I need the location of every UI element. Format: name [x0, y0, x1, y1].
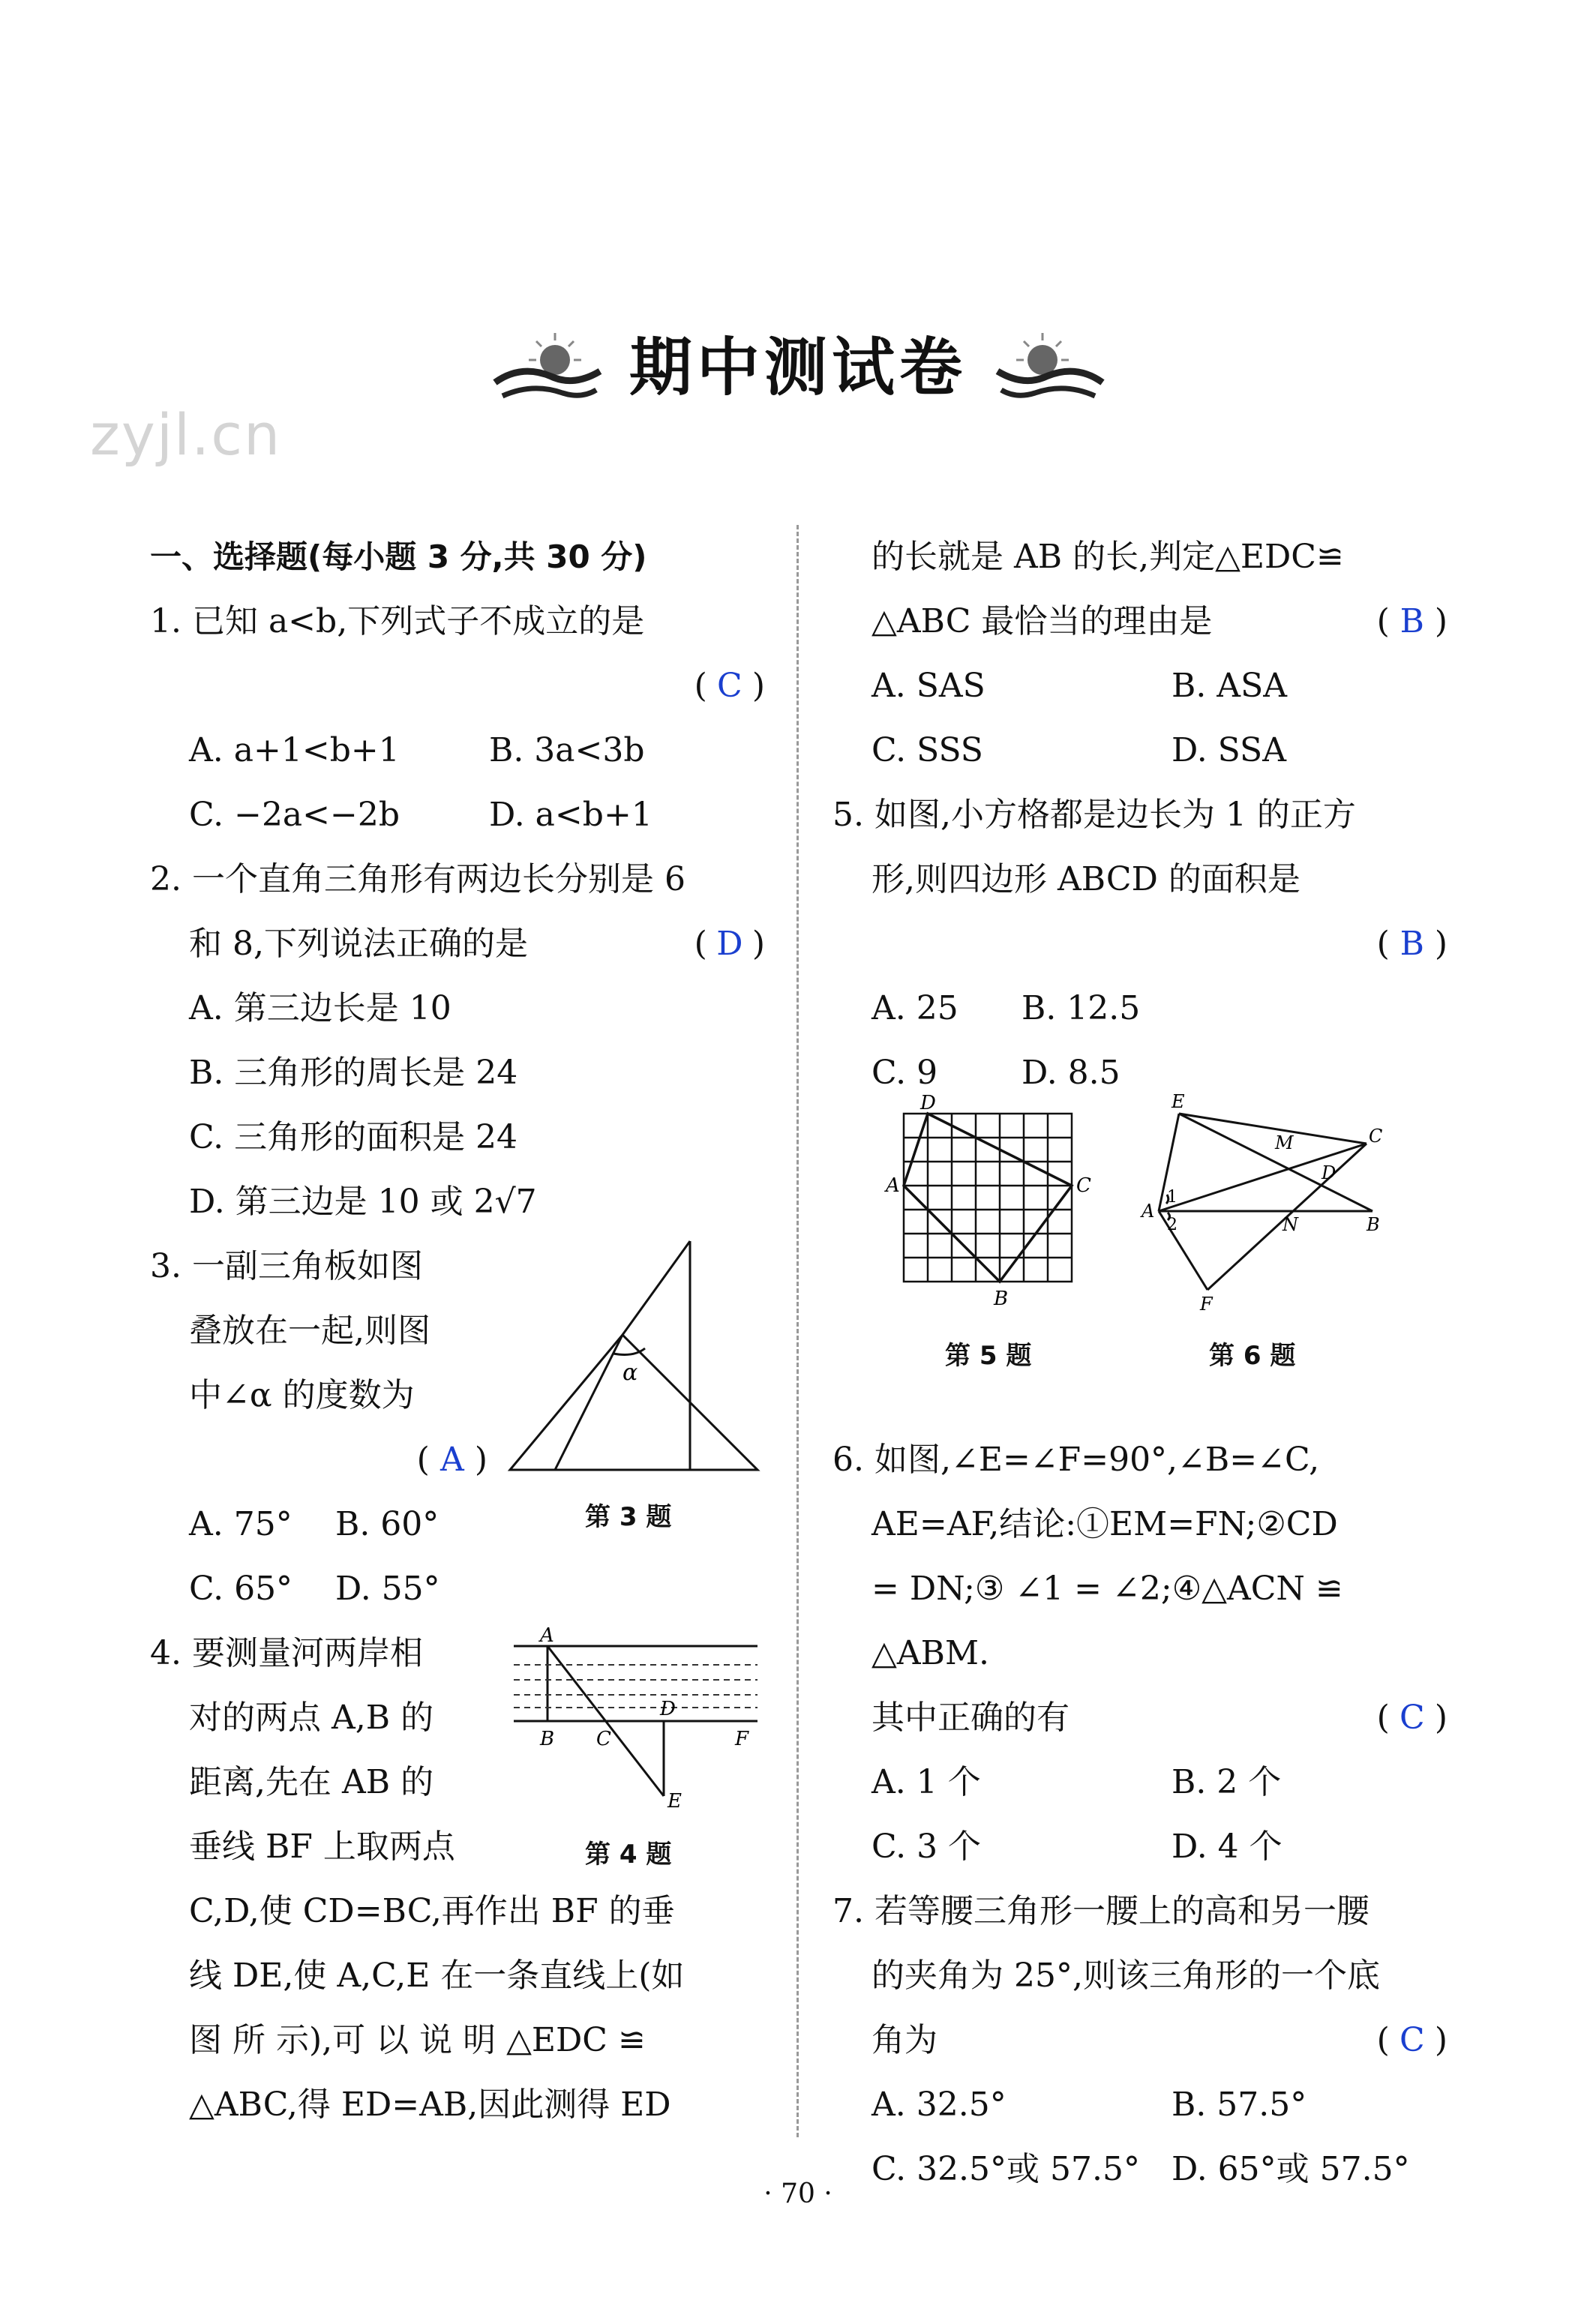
q1-option-c: C. −2a<−2b	[189, 796, 400, 834]
q2-option-b: B. 三角形的周长是 24	[189, 1054, 518, 1092]
q2-option-a: A. 第三边长是 10	[189, 989, 452, 1027]
q2-answer: ( D )	[694, 925, 765, 963]
q4-right-line-1: 的长就是 AB 的长,判定△EDC≌	[872, 538, 1344, 576]
q4-options-row1	[832, 654, 1448, 718]
q4-line-1: 4. 要测量河两岸相	[150, 1634, 423, 1672]
figure-5-label-c: C	[1076, 1174, 1091, 1197]
q5-options-row1	[832, 976, 1448, 1041]
q7-answer: ( C )	[1376, 2021, 1448, 2059]
q3-option-d: D. 55°	[335, 1570, 440, 1608]
q5-stem-2: 形,则四边形 ABCD 的面积是	[872, 860, 1300, 898]
q5-stem-1: 5. 如图,小方格都是边长为 1 的正方	[832, 796, 1356, 834]
figure-6-angle-1: 1	[1167, 1188, 1178, 1207]
q1-stem: 1. 已知 a<b,下列式子不成立的是	[150, 602, 645, 640]
q6-option-c: C. 3 个	[872, 1828, 982, 1866]
q4-line-6: 线 DE,使 A,C,E 在一条直线上(如	[189, 1957, 685, 1995]
column-divider	[796, 525, 799, 2137]
q6-options-row2	[832, 1815, 1448, 1879]
q1-option-a: A. a+1<b+1	[189, 731, 400, 769]
q5-option-c: C. 9	[872, 1054, 938, 1092]
q7-option-d: D. 65°或 57.5°	[1172, 2150, 1410, 2188]
q3-options-row2	[150, 1557, 765, 1621]
q5-answer-line	[832, 912, 1448, 976]
figure-6-label-c: C	[1369, 1126, 1383, 1147]
page-number: · 70 ·	[764, 2179, 832, 2209]
q2-option-c: C. 三角形的面积是 24	[189, 1118, 518, 1156]
q7-option-a: A. 32.5°	[872, 2086, 1006, 2124]
q6-option-a: A. 1 个	[872, 1763, 981, 1801]
figure-6-label-m: M	[1275, 1132, 1294, 1153]
figure-4-label-b: B	[540, 1728, 555, 1750]
figure-5-label-a: A	[886, 1174, 900, 1197]
figure-6	[1125, 1091, 1395, 1324]
q4-right-line-2: △ABC 最恰当的理由是 ( B )	[832, 589, 1448, 654]
q3-stem-2: 叠放在一起,则图	[189, 1312, 430, 1350]
q6-stem-1: 6. 如图,∠E=∠F=90°,∠B=∠C,	[832, 1441, 1320, 1479]
q4-line-7: 图 所 示),可 以 说 明 △EDC ≌	[189, 2021, 646, 2059]
q7-stem-1: 7. 若等腰三角形一腰上的高和另一腰	[832, 1892, 1370, 1930]
title-area	[0, 322, 1596, 427]
q3-stem-3: 中∠α 的度数为	[189, 1376, 415, 1414]
figure-4-label-d: D	[660, 1698, 676, 1720]
figure-4-label-a: A	[540, 1624, 554, 1647]
q1-options-row1	[150, 718, 765, 783]
figure-6-label-d: D	[1322, 1162, 1336, 1183]
figure-6-label-n: N	[1282, 1214, 1298, 1235]
q6-stem-2: AE=AF,结论:①EM=FN;②CD	[872, 1505, 1338, 1543]
q6-stem-5: 其中正确的有 ( C )	[832, 1686, 1448, 1750]
q1-options-row2	[150, 783, 765, 847]
q6-option-b: B. 2 个	[1172, 1763, 1282, 1801]
q4-line-5: C,D,使 CD=BC,再作出 BF 的垂	[189, 1892, 675, 1930]
q1-option-b: B. 3a<3b	[489, 731, 645, 769]
q4-option-a: A. SAS	[872, 667, 986, 705]
q7-stem-2: 的夹角为 25°,则该三角形的一个底	[872, 1957, 1380, 1995]
figure-6-label-b: B	[1366, 1214, 1380, 1235]
figure-5-label-b: B	[994, 1288, 1009, 1310]
q4-answer: ( B )	[1376, 602, 1448, 640]
q6-stem-4: △ABM.	[872, 1634, 989, 1672]
q5-option-a: A. 25	[872, 989, 958, 1027]
q4-options-row2	[832, 718, 1448, 783]
q1-answer-line	[150, 654, 765, 718]
q1-answer: ( C )	[694, 667, 765, 705]
q5-answer: ( B )	[1376, 925, 1448, 963]
q3-option-c: C. 65°	[189, 1570, 293, 1608]
page-title: 期中测试卷	[628, 331, 967, 404]
q6-options-row1	[832, 1750, 1448, 1815]
figure-6-angle-2: 2	[1167, 1216, 1178, 1234]
section-heading: 一、选择题(每小题 3 分,共 30 分)	[150, 538, 647, 575]
q4-line-4: 垂线 BF 上取两点	[189, 1828, 455, 1866]
figure-6-label-e: E	[1172, 1091, 1185, 1112]
figure-4-label-e: E	[668, 1790, 682, 1811]
q3-answer: ( A )	[416, 1441, 488, 1479]
figure-6-label-a: A	[1142, 1201, 1155, 1222]
q6-option-d: D. 4 个	[1172, 1828, 1282, 1866]
figure-4-label-f: F	[735, 1728, 749, 1750]
figure-5-label-d: D	[920, 1092, 936, 1114]
q5-option-b: B. 12.5	[1022, 989, 1141, 1027]
figure-3-alpha-label: α	[622, 1360, 638, 1386]
q3-option-b: B. 60°	[335, 1505, 440, 1543]
figure-6-caption: 第 6 题	[1209, 1341, 1296, 1371]
q6-answer: ( C )	[1376, 1699, 1448, 1737]
q7-option-c: C. 32.5°或 57.5°	[872, 2150, 1140, 2188]
q7-option-b: B. 57.5°	[1172, 2086, 1307, 2124]
figure-3-caption: 第 3 题	[585, 1502, 672, 1532]
figure-6-label-f: F	[1200, 1294, 1213, 1315]
figure-5	[881, 1091, 1106, 1324]
right-ornament-icon	[994, 330, 1106, 412]
figure-5-caption: 第 5 题	[945, 1341, 1032, 1371]
q3-stem-1: 3. 一副三角板如图	[150, 1247, 423, 1285]
q4-line-8: △ABC,得 ED=AB,因此测得 ED	[189, 2086, 671, 2124]
q2-stem-2: 和 8,下列说法正确的是 ( D )	[150, 912, 765, 976]
q4-line-3: 距离,先在 AB 的	[189, 1763, 434, 1801]
q2-stem-1: 2. 一个直角三角形有两边长分别是 6	[150, 860, 686, 898]
q4-line-2: 对的两点 A,B 的	[189, 1699, 434, 1737]
watermark: zyjl.cn	[90, 401, 282, 468]
q1-option-d: D. a<b+1	[489, 796, 652, 834]
q4-option-d: D. SSA	[1172, 731, 1286, 769]
q7-stem-3: 角为 ( C )	[832, 2008, 1448, 2073]
figure-4-label-c: C	[596, 1728, 611, 1750]
figure-4	[506, 1624, 765, 1811]
q4-option-c: C. SSS	[872, 731, 983, 769]
q2-option-d: D. 第三边是 10 或 2√7	[189, 1183, 537, 1221]
q3-option-a: A. 75°	[189, 1505, 292, 1543]
q5-option-d: D. 8.5	[1022, 1054, 1120, 1092]
figure-3	[502, 1230, 765, 1515]
figure-4-caption: 第 4 题	[585, 1840, 672, 1870]
q4-option-b: B. ASA	[1172, 667, 1287, 705]
right-column	[832, 525, 1448, 2202]
q6-stem-3: = DN;③ ∠1 = ∠2;④△ACN ≌	[872, 1570, 1343, 1608]
q7-options-row1	[832, 2073, 1448, 2137]
